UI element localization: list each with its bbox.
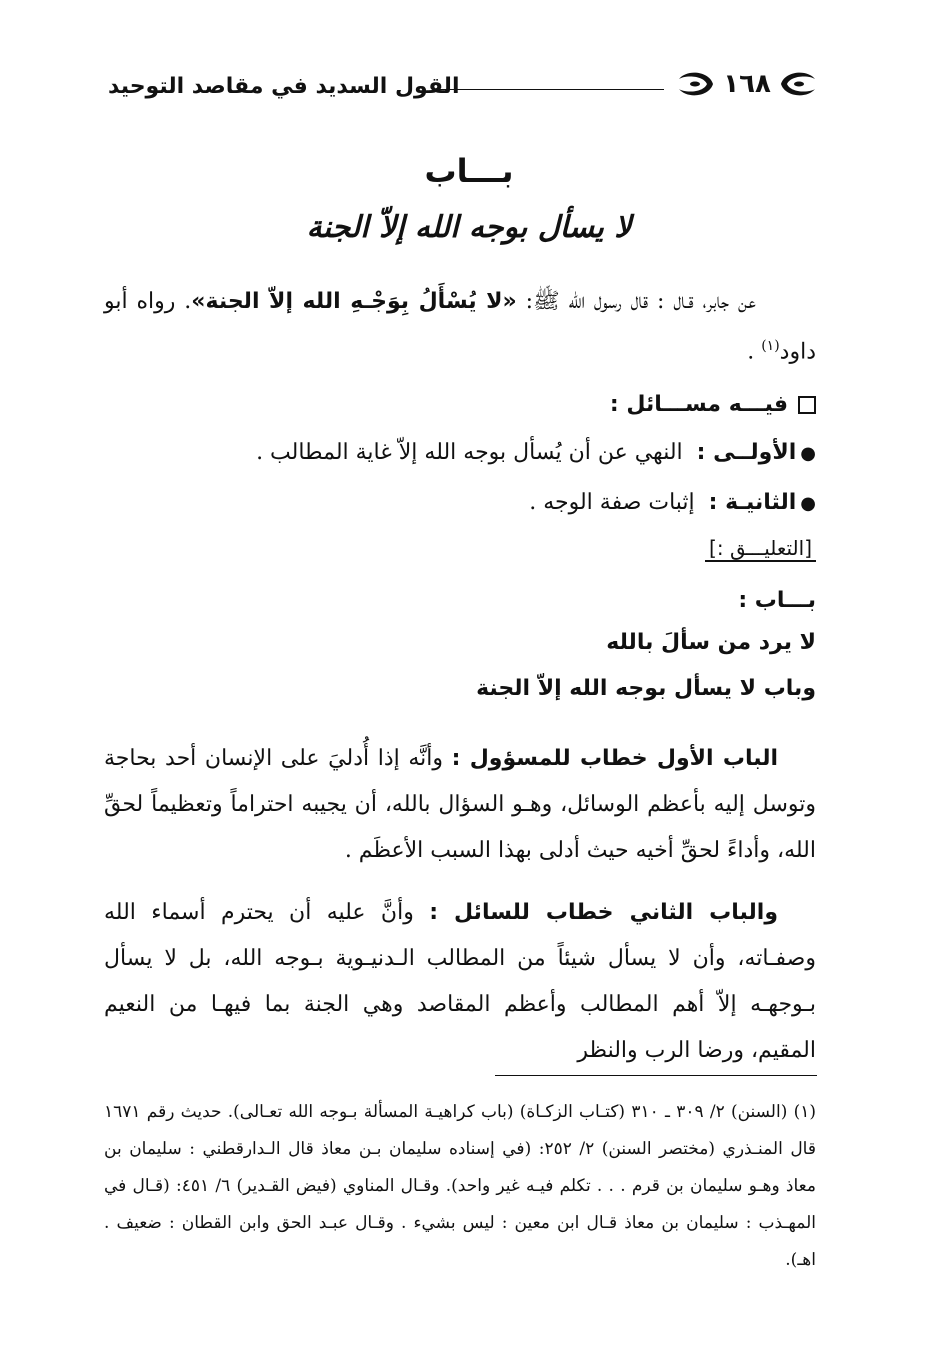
paragraph-lead: والباب الثاني خطاب للسائل : xyxy=(429,900,778,925)
sub-chapter-label: بـــاب : xyxy=(738,588,816,613)
issue-text: إثبات صفة الوجه . xyxy=(529,490,695,515)
paragraph-text: وأنَّه إذا أُدليَ على الإنسان أحد بحاجة وتوسل إليه بأعظم الوسائل، وهـو السؤال بالله، أن يجيبه احتراماً وتعظيماً لحقِّ الله، وأداءً لحقِّ أخيه حيث أدلى بهذا السبب الأعظَم . xyxy=(104,746,816,863)
header-rule xyxy=(438,89,664,90)
page-number-ornament xyxy=(672,64,822,104)
bullet-icon: ● xyxy=(800,493,816,514)
issue-item xyxy=(104,440,816,465)
sub-chapter-title-1: لا يرد من سألَ بالله xyxy=(606,630,816,655)
page-number: ١٦٨ xyxy=(723,69,771,99)
running-header xyxy=(108,62,822,112)
bullet-icon: ● xyxy=(800,443,816,464)
commentary-label-text: [التعليـــق :] xyxy=(705,536,816,562)
footnote-reference[interactable]: (١) xyxy=(761,338,780,354)
issues-heading-text: فيـــه مســـائل : xyxy=(609,392,788,417)
issue-label: الأولــى : xyxy=(696,440,797,465)
hadith-source: . رواه أبو داود xyxy=(104,289,816,365)
issue-item xyxy=(104,490,816,515)
chapter-title: لا يسأل بوجه الله إلاّ الجنة xyxy=(306,210,632,245)
hadith-paragraph xyxy=(104,280,816,374)
body-paragraph xyxy=(104,890,816,1074)
commentary-label xyxy=(104,536,816,560)
paragraph-text: وأنَّ عليه أن يحترم أسماء الله وصفـاته، وأن لا يسأل شيئاً من المطالب الـدنيـوية بـوجه الله، بل لا يسأل بـوجهـه إلاّ أهم المطالب وأعظم المقاصد وهي الجنة بما فيهـا من النعيم المقيم، ورضا الرب والنظر xyxy=(104,900,816,1063)
chapter-label: بـــاب xyxy=(424,152,514,190)
book-title: القول السديد في مقاصد التوحيد xyxy=(108,74,460,99)
square-bullet-icon xyxy=(798,396,816,414)
footnote: (١) (السنن) ٢/ ٣٠٩ ـ ٣١٠ (كتـاب الزكـاة) (باب كراهيـة المسألة بـوجه الله تعـالى). حديث رقم ١٦٧١ قال المنـذري (مختصر السنن) ٢/ ٢٥٢: (في إسناده سليمان بـن معاذ قال الـدارقطني : سليمان بن معاذ وهـو سليمان بن قرم . . . تكلم فيـه غير واحد). وقـال المناوي (فيض القـدير) ٦/ ٤٥١: (قـال في المهـذب : سليمان بن معاذ قـال ابن معين : ليس بشيء . وقـال عبـد الحق وابن القطان : ضعيف . اهـ). xyxy=(104,1102,816,1270)
ornament-left-icon xyxy=(777,67,819,101)
issue-text: النهي عن أن يُسأل بوجه الله إلاّ غاية المطالب . xyxy=(256,440,683,465)
hadith-end: . xyxy=(747,339,762,365)
hadith-intro: عن جابر، قـال : قال رسول الله ﷺ: xyxy=(516,289,756,314)
ornament-right-icon xyxy=(675,67,717,101)
issue-label: الثانيـة : xyxy=(708,490,797,515)
hadith-quote: «لا يُسْأَلُ بِوَجْـهِ الله إلاّ الجنة» xyxy=(191,289,517,314)
footnote-rule xyxy=(495,1075,817,1076)
body-paragraph xyxy=(104,736,816,874)
sub-chapter-title-2: وباب لا يسأل بوجه الله إلاّ الجنة xyxy=(476,676,816,701)
paragraph-lead: الباب الأول خطاب للمسؤول : xyxy=(451,746,778,771)
issues-heading xyxy=(104,392,816,417)
